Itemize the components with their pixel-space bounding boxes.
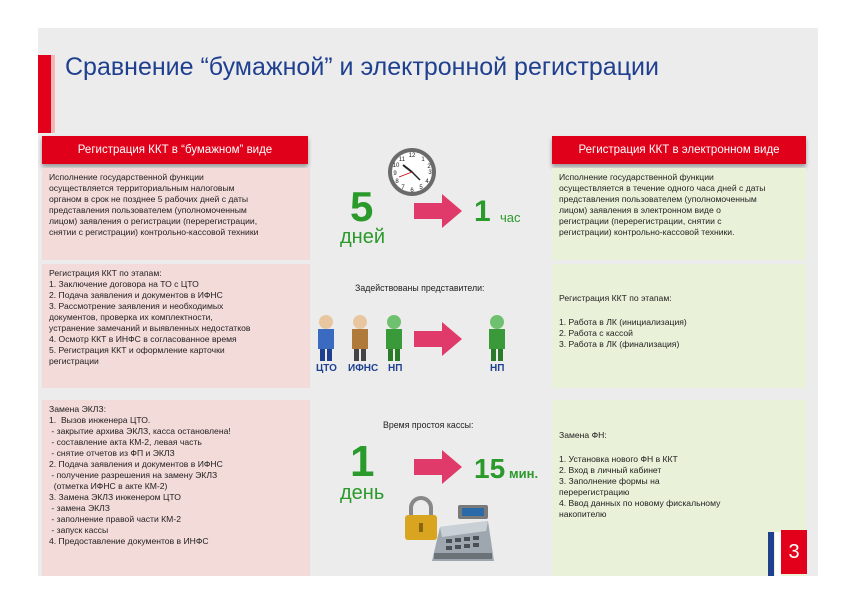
text-line: 2. Подача заявления и документов в ИФНС [49,459,223,469]
text-line: Исполнение государственной функции [49,172,204,182]
electronic-registration-stages [552,264,806,388]
svg-text:9: 9 [393,171,397,177]
paper-downtime-unit: день [340,482,385,504]
text-line: - запуск кассы [49,525,109,535]
text-line: осуществляется территориальным налоговым [49,183,235,193]
text-line: 4. Осмотр ККТ в ИНФС в согласованное время [49,334,237,344]
electronic-registration-header: Регистрация ККТ в электронном виде [552,136,806,164]
text-line: 1. Вызов инженера ЦТО. [49,415,151,425]
title-accent-stripe [51,55,55,133]
text-line: - снятие отчетов из ФП и ЭКЛЗ [49,448,175,458]
text-line: снятии с регистрации) контрольно-кассовой техники [49,227,259,237]
slide-number: 3 [781,530,807,574]
text-line: - заполнение правой части КМ-2 [49,514,181,524]
text-line: 3. Замена ЭКЛЗ инженером ЦТО [49,492,181,502]
text-line: 1. Работа в ЛК (инициализация) [559,317,687,327]
paper-registration-stages [42,264,310,388]
text-line: 5. Регистрация ККТ и оформление карточки [49,345,225,355]
clock-icon [383,144,441,198]
text-line: 4. Предоставление документов в ИНФС [49,536,209,546]
role-label-ifns: ИФНС [348,363,379,374]
svg-text:6: 6 [410,188,414,194]
title-accent-bar [38,55,51,133]
text-line: - получение разрешения на замену ЭКЛЗ [49,470,218,480]
text-line: устранение замечаний и выявленных недостатков [49,323,251,333]
text-line: представления пользователем (уполномоченным [49,205,247,215]
text-line: 3. Работа в ЛК (финализация) [559,339,680,349]
svg-text:12: 12 [408,153,416,159]
arrow-right-icon [414,450,464,484]
role-label-cto: ЦТО [316,363,337,374]
role-label-np: НП [388,363,403,374]
text-line: Замена ЭКЛЗ: [49,404,106,414]
people-icon [312,312,412,362]
paper-downtime-number: 1 [350,437,375,486]
taxpayer-icon [482,312,512,362]
text-line: лицом) заявления о регистрации (перерегистрации, [49,216,258,226]
downtime-label: Время простоя кассы: [383,420,474,430]
electronic-hours-number: 1 [474,195,491,228]
eklz-replacement-steps [42,400,310,576]
text-line: 2. Работа с кассой [559,328,633,338]
cash-register-icon [428,503,498,563]
svg-text:5: 5 [419,185,423,191]
text-line: (отметка ИФНС в акте КМ-2) [49,481,168,491]
text-line: 1. Заключение договора на ТО с ЦТО [49,279,199,289]
paper-function-description [42,168,310,260]
text-line: 3. Рассмотрение заявления и необходимых [49,301,224,311]
text-line: 1. Установка нового ФН в ККТ [559,454,678,464]
electronic-function-description [552,168,806,260]
svg-text:1: 1 [421,157,425,163]
text-line: 3. Заполнение формы на [559,476,660,486]
text-line: - замена ЭКЛЗ [49,503,110,513]
svg-text:11: 11 [398,157,406,163]
electronic-hours-unit: час [500,210,521,225]
svg-text:10: 10 [392,163,400,169]
text-line: осуществляется в течение одного часа дней с даты [559,183,766,193]
svg-text:7: 7 [401,185,405,191]
paper-registration-header: Регистрация ККТ в “бумажном” виде [42,136,308,164]
decor-stripe-blue [768,532,774,576]
text-line: Регистрация ККТ по этапам: [49,268,162,278]
svg-text:4: 4 [425,179,429,185]
involved-representatives-label: Задействованы представители: [355,283,485,293]
text-line: регистрации (перерегистрации, снятии с [559,216,722,226]
arrow-right-icon [414,322,464,356]
svg-text:3: 3 [428,170,432,176]
text-line: регистрации) контрольно-кассовой техники. [559,227,735,237]
svg-text:2: 2 [427,164,431,170]
text-line: регистрации [49,356,99,366]
svg-text:8: 8 [395,179,399,185]
fn-title: Замена ФН: [559,430,607,440]
arrow-right-icon [414,194,464,228]
text-line: Исполнение государственной функции [559,172,714,182]
stages-title: Регистрация ККТ по этапам: [559,293,672,303]
electronic-downtime-unit: мин. [509,466,539,481]
text-line: 4. Ввод данных по новому фискальному [559,498,721,508]
electronic-role-label-np: НП [490,363,505,374]
text-line: лицом) заявления в электронном виде о [559,205,721,215]
text-line: - закрытие архива ЭКЛЗ, касса остановлена! [49,426,231,436]
text-line: представления пользователем (уполномоченным [559,194,757,204]
paper-days-unit: дней [340,226,386,248]
text-line: - составление акта КМ-2, левая часть [49,437,202,447]
text-line: документов, проверка их комплектности, [49,312,213,322]
text-line: накопителю [559,509,607,519]
text-line: 2. Подача заявления и документов в ИФНС [49,290,223,300]
electronic-downtime-number: 15 [474,453,506,484]
text-line: перерегистрацию [559,487,630,497]
text-line: органом в срок не позднее 5 рабочих дней с даты [49,194,249,204]
text-line: 2. Вход в личный кабинет [559,465,662,475]
paper-days-number: 5 [350,183,374,230]
page-title: Сравнение “бумажной” и электронной регистрации [65,53,659,81]
